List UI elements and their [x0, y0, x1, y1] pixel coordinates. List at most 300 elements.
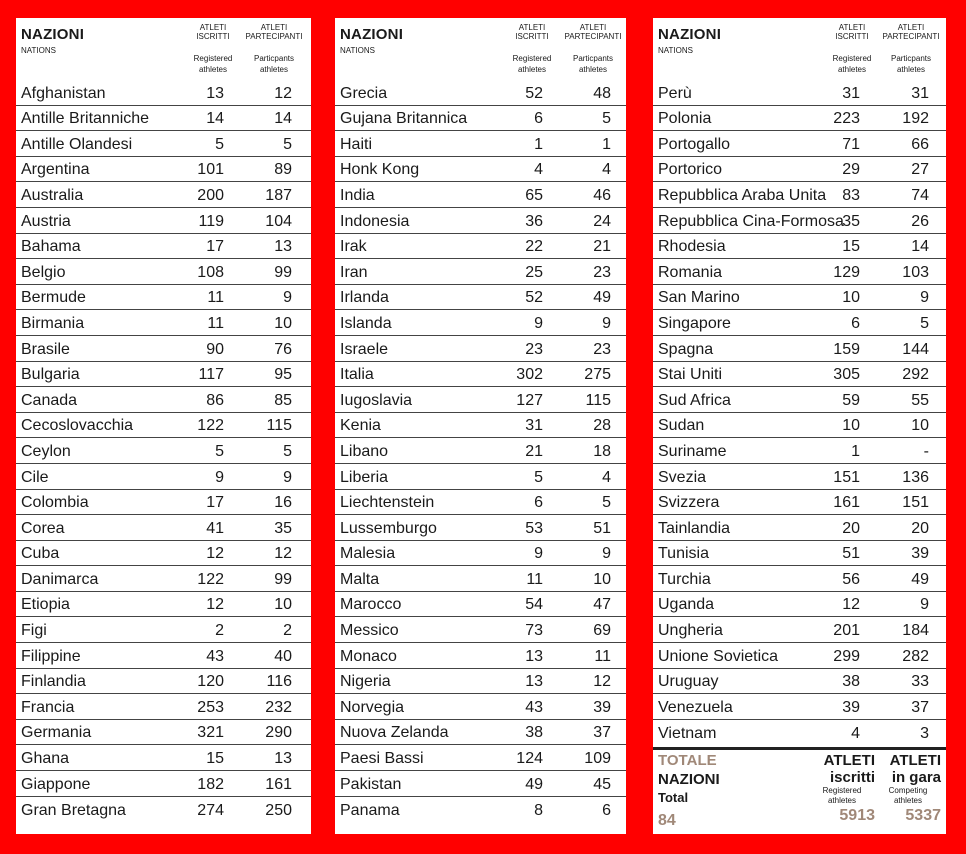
- nation-name: Francia: [21, 698, 75, 716]
- table-row: [335, 182, 626, 208]
- nation-name: Cile: [21, 468, 49, 486]
- header-registered-en: Registered athletes: [512, 54, 552, 74]
- registered-count: 12: [206, 545, 224, 563]
- nation-name: Libano: [340, 442, 389, 460]
- participants-count: 290: [265, 724, 292, 742]
- table-row: [335, 490, 626, 516]
- nation-name: Panama: [340, 802, 400, 820]
- table-row: [653, 566, 946, 592]
- table-row: [16, 541, 311, 567]
- table-row: [653, 387, 946, 413]
- nation-name: Kenia: [340, 417, 381, 435]
- registered-count: 11: [207, 289, 224, 307]
- participants-count: 192: [902, 110, 929, 128]
- totals-competing-value: 5337: [905, 807, 941, 824]
- participants-count: 55: [911, 391, 929, 409]
- header-registered-label: ATLETI ISCRITTI: [835, 23, 869, 41]
- totals-competing-title: ATLETI: [889, 752, 941, 769]
- nation-name: Uganda: [658, 596, 715, 614]
- nation-name: Uruguay: [658, 673, 719, 691]
- table-row: [16, 515, 311, 541]
- table-row: [653, 617, 946, 643]
- registered-count: 73: [525, 622, 543, 640]
- table-row: [16, 80, 311, 106]
- table-row: [653, 106, 946, 132]
- participants-count: 4: [602, 468, 611, 486]
- participants-count: 6: [602, 802, 611, 820]
- participants-count: 5: [283, 442, 292, 460]
- nation-name: Portorico: [658, 161, 723, 179]
- table-row: [335, 362, 626, 388]
- table-row: [653, 438, 946, 464]
- participants-count: 21: [593, 238, 611, 256]
- nation-name: Cecoslovacchia: [21, 417, 134, 435]
- participants-count: 16: [274, 494, 292, 512]
- table-header: [335, 18, 626, 80]
- nation-name: Indonesia: [340, 212, 410, 230]
- registered-count: 13: [525, 673, 543, 691]
- participants-count: 35: [274, 519, 292, 537]
- participants-count: 37: [911, 698, 929, 716]
- table-row: [16, 771, 311, 797]
- registered-count: 15: [842, 238, 860, 256]
- participants-count: 23: [593, 340, 611, 358]
- nation-name: Irak: [340, 238, 367, 256]
- table-row: [335, 438, 626, 464]
- registered-count: 120: [197, 673, 224, 691]
- registered-count: 38: [525, 724, 543, 742]
- participants-count: 115: [585, 391, 611, 409]
- registered-count: 182: [197, 775, 224, 793]
- nation-name: Nuova Zelanda: [340, 724, 449, 742]
- participants-count: 39: [911, 545, 929, 563]
- participants-count: 27: [911, 161, 929, 179]
- registered-count: 9: [215, 468, 224, 486]
- registered-count: 6: [534, 110, 543, 128]
- table-row: [653, 464, 946, 490]
- participants-count: 11: [594, 647, 611, 665]
- registered-count: 31: [842, 84, 860, 102]
- table-row: [16, 438, 311, 464]
- header-registered-en: Registered athletes: [193, 54, 233, 74]
- table-row: [653, 362, 946, 388]
- table-row: [335, 336, 626, 362]
- participants-count: 18: [593, 442, 611, 460]
- participants-count: 51: [593, 519, 611, 537]
- registered-count: 127: [516, 391, 543, 409]
- nation-name: Corea: [21, 519, 65, 537]
- nation-name: Ceylon: [21, 442, 71, 460]
- registered-count: 83: [842, 186, 860, 204]
- table-row: [335, 387, 626, 413]
- nation-name: Liberia: [340, 468, 389, 486]
- table-row: [16, 490, 311, 516]
- totals-registered-sub: iscritti: [829, 769, 875, 786]
- registered-count: 8: [534, 802, 543, 820]
- registered-count: 129: [833, 263, 860, 281]
- participants-count: 12: [274, 545, 292, 563]
- nation-name: Turchia: [658, 570, 711, 588]
- header-nations: NAZIONI: [21, 26, 85, 43]
- participants-count: 40: [274, 647, 292, 665]
- table-row: [335, 669, 626, 695]
- nations-table-column-1: [16, 18, 311, 834]
- registered-count: 17: [206, 494, 224, 512]
- participants-count: 275: [584, 366, 611, 384]
- registered-count: 274: [197, 802, 224, 820]
- nation-name: Singapore: [658, 314, 731, 332]
- registered-count: 65: [525, 186, 543, 204]
- table-header: [16, 18, 311, 80]
- table-row: [335, 745, 626, 771]
- participants-count: 23: [593, 263, 611, 281]
- nation-name: Norvegia: [340, 698, 405, 716]
- nation-name: Cuba: [21, 545, 60, 563]
- totals-label: TOTALE: [658, 752, 717, 769]
- participants-count: 9: [283, 289, 292, 307]
- table-row: [335, 80, 626, 106]
- participants-count: 9: [283, 468, 292, 486]
- nation-name: Paesi Bassi: [340, 750, 424, 768]
- participants-count: 144: [902, 340, 929, 358]
- table-row: [653, 259, 946, 285]
- registered-count: 124: [516, 750, 543, 768]
- nation-name: Italia: [340, 366, 374, 384]
- header-participants-label: ATLETI PARTECIPANTI: [564, 23, 622, 41]
- registered-count: 29: [842, 161, 860, 179]
- nation-name: Perù: [658, 84, 692, 102]
- participants-count: 69: [593, 622, 611, 640]
- table-rows: [16, 80, 311, 822]
- nation-name: Bulgaria: [21, 366, 80, 384]
- table-row: [16, 387, 311, 413]
- participants-count: 49: [593, 289, 611, 307]
- nation-name: Brasile: [21, 340, 70, 358]
- nation-name: Giappone: [21, 775, 91, 793]
- registered-count: 200: [197, 186, 224, 204]
- registered-count: 49: [525, 775, 543, 793]
- registered-count: 151: [833, 468, 860, 486]
- nation-name: Romania: [658, 263, 723, 281]
- nation-name: Nigeria: [340, 673, 391, 691]
- nation-name: Malesia: [340, 545, 396, 563]
- registered-count: 13: [525, 647, 543, 665]
- header-registered-en: Registered athletes: [832, 54, 872, 74]
- registered-count: 20: [842, 519, 860, 537]
- registered-count: 11: [207, 314, 224, 332]
- participants-count: 99: [274, 263, 292, 281]
- nation-name: Figi: [21, 622, 47, 640]
- registered-count: 9: [534, 314, 543, 332]
- registered-count: 122: [197, 417, 224, 435]
- participants-count: 103: [902, 263, 929, 281]
- nation-name: Colombia: [21, 494, 89, 512]
- registered-count: 10: [842, 289, 860, 307]
- registered-count: 14: [206, 110, 224, 128]
- table-row: [335, 106, 626, 132]
- table-row: [16, 643, 311, 669]
- registered-count: 4: [851, 725, 860, 743]
- table-row: [335, 464, 626, 490]
- participants-count: 5: [920, 314, 929, 332]
- participants-count: 14: [911, 238, 929, 256]
- participants-count: 39: [593, 698, 611, 716]
- table-row: [335, 617, 626, 643]
- nation-name: Islanda: [340, 314, 392, 332]
- participants-count: 161: [265, 775, 292, 793]
- registered-count: 52: [525, 289, 543, 307]
- totals-nations-count: 84: [658, 812, 676, 829]
- table-row: [653, 541, 946, 567]
- registered-count: 305: [833, 366, 860, 384]
- participants-count: 24: [593, 212, 611, 230]
- nation-name: Unione Sovietica: [658, 647, 779, 665]
- registered-count: 35: [842, 212, 860, 230]
- header-participants-en: Particpants athletes: [572, 54, 614, 74]
- registered-count: 5: [215, 135, 224, 153]
- nation-name: Antille Britanniche: [21, 110, 150, 128]
- participants-count: 5: [283, 135, 292, 153]
- participants-count: 116: [266, 673, 292, 691]
- nation-name: Sud Africa: [658, 391, 731, 409]
- registered-count: 15: [206, 750, 224, 768]
- nation-name: Repubblica Cina-Formosa: [658, 212, 844, 230]
- nations-table-column-2: [335, 18, 626, 834]
- registered-count: 122: [197, 570, 224, 588]
- registered-count: 321: [197, 724, 224, 742]
- registered-count: 101: [197, 161, 224, 179]
- nation-name: Rhodesia: [658, 238, 726, 256]
- participants-count: 109: [584, 750, 611, 768]
- participants-count: 187: [265, 186, 292, 204]
- nation-name: Israele: [340, 340, 389, 358]
- table-row: [16, 182, 311, 208]
- registered-count: 39: [842, 698, 860, 716]
- registered-count: 6: [851, 314, 860, 332]
- registered-count: 43: [206, 647, 224, 665]
- totals-total-label: Total: [658, 790, 689, 805]
- table-row: [653, 694, 946, 720]
- table-row: [16, 336, 311, 362]
- registered-count: 119: [198, 212, 224, 230]
- registered-count: 161: [833, 494, 860, 512]
- table-row: [335, 720, 626, 746]
- table-row: [16, 106, 311, 132]
- registered-count: 31: [525, 417, 543, 435]
- registered-count: 12: [206, 596, 224, 614]
- registered-count: 59: [842, 391, 860, 409]
- participants-count: 85: [274, 391, 292, 409]
- table-row: [335, 157, 626, 183]
- registered-count: 22: [525, 238, 543, 256]
- table-row: [335, 771, 626, 797]
- nation-name: San Marino: [658, 289, 740, 307]
- participants-count: 282: [902, 647, 929, 665]
- registered-count: 90: [206, 340, 224, 358]
- participants-count: 2: [283, 622, 292, 640]
- participants-count: 1: [602, 135, 611, 153]
- table-row: [335, 131, 626, 157]
- participants-count: -: [923, 442, 929, 460]
- participants-count: 28: [593, 417, 611, 435]
- totals-registered-en: Registered athletes: [822, 786, 862, 805]
- participants-count: 9: [920, 596, 929, 614]
- participants-count: 76: [274, 340, 292, 358]
- participants-count: 31: [911, 84, 929, 102]
- participants-count: 115: [266, 417, 292, 435]
- table-row: [653, 80, 946, 106]
- header-participants-label: ATLETI PARTECIPANTI: [882, 23, 940, 41]
- participants-count: 95: [274, 366, 292, 384]
- participants-count: 151: [902, 494, 929, 512]
- registered-count: 52: [525, 84, 543, 102]
- nation-name: Monaco: [340, 647, 397, 665]
- table-row: [653, 182, 946, 208]
- nation-name: Canada: [21, 391, 78, 409]
- registered-count: 86: [206, 391, 224, 409]
- registered-count: 23: [525, 340, 543, 358]
- participants-count: 13: [274, 238, 292, 256]
- table-row: [16, 157, 311, 183]
- table-row: [335, 515, 626, 541]
- nation-name: Gujana Britannica: [340, 110, 468, 128]
- nation-name: Messico: [340, 622, 399, 640]
- nation-name: Finlandia: [21, 673, 86, 691]
- table-row: [653, 515, 946, 541]
- nation-name: Repubblica Araba Unita: [658, 186, 827, 204]
- nation-name: Ungheria: [658, 622, 723, 640]
- table-row: [16, 285, 311, 311]
- nation-name: Venezuela: [658, 698, 733, 716]
- participants-count: 46: [593, 186, 611, 204]
- participants-count: 136: [902, 468, 929, 486]
- table-row: [335, 259, 626, 285]
- participants-count: 184: [902, 622, 929, 640]
- registered-count: 43: [525, 698, 543, 716]
- participants-count: 37: [593, 724, 611, 742]
- participants-count: 13: [274, 750, 292, 768]
- nation-name: Liechtenstein: [340, 494, 435, 512]
- registered-count: 6: [534, 494, 543, 512]
- participants-count: 12: [593, 673, 611, 691]
- table-row: [653, 208, 946, 234]
- totals-competing-en: Competing athletes: [888, 786, 928, 805]
- registered-count: 10: [842, 417, 860, 435]
- table-row: [335, 413, 626, 439]
- participants-count: 10: [593, 570, 611, 588]
- header-participants-en: Particpants athletes: [253, 54, 295, 74]
- table-row: [16, 362, 311, 388]
- table-row: [16, 669, 311, 695]
- nation-name: Sudan: [658, 417, 705, 435]
- participants-count: 66: [911, 135, 929, 153]
- totals-registered-value: 5913: [839, 807, 875, 824]
- table-row: [653, 490, 946, 516]
- registered-count: 11: [526, 570, 543, 588]
- participants-count: 232: [265, 698, 292, 716]
- nation-name: Polonia: [658, 110, 712, 128]
- registered-count: 71: [842, 135, 860, 153]
- totals-nations-label: NAZIONI: [658, 771, 720, 788]
- header-nations: NAZIONI: [658, 26, 722, 43]
- table-rows: [335, 80, 626, 822]
- table-row: [335, 592, 626, 618]
- table-row: [335, 566, 626, 592]
- header-participants-label: ATLETI PARTECIPANTI: [245, 23, 303, 41]
- header-nations: NAZIONI: [340, 26, 404, 43]
- table-header: [653, 18, 946, 80]
- nation-name: Belgio: [21, 263, 66, 281]
- table-row: [653, 720, 946, 746]
- registered-count: 21: [525, 442, 543, 460]
- participants-count: 26: [911, 212, 929, 230]
- nation-name: Spagna: [658, 340, 714, 358]
- table-row: [335, 310, 626, 336]
- table-row: [16, 234, 311, 260]
- nation-name: Australia: [21, 186, 84, 204]
- nation-name: Bermude: [21, 289, 86, 307]
- registered-count: 117: [198, 366, 224, 384]
- participants-count: 45: [593, 775, 611, 793]
- table-row: [653, 413, 946, 439]
- table-row: [16, 464, 311, 490]
- table-rows: [653, 80, 946, 745]
- table-row: [16, 310, 311, 336]
- participants-count: 9: [602, 545, 611, 563]
- participants-count: 89: [274, 161, 292, 179]
- table-row: [653, 336, 946, 362]
- nation-name: Pakistan: [340, 775, 402, 793]
- table-row: [653, 310, 946, 336]
- participants-count: 5: [602, 494, 611, 512]
- table-row: [653, 157, 946, 183]
- registered-count: 53: [525, 519, 543, 537]
- totals-registered: [809, 752, 875, 825]
- participants-count: 292: [902, 366, 929, 384]
- nation-name: Filippine: [21, 647, 81, 665]
- totals-competing: [875, 752, 941, 825]
- nation-name: Austria: [21, 212, 71, 230]
- nation-name: Antille Olandesi: [21, 135, 133, 153]
- nation-name: Tunisia: [658, 545, 709, 563]
- registered-count: 108: [197, 263, 224, 281]
- registered-count: 56: [842, 570, 860, 588]
- nation-name: Grecia: [340, 84, 388, 102]
- header-nations-en: NATIONS: [21, 46, 56, 55]
- nation-name: Vietnam: [658, 725, 717, 743]
- nation-name: Ghana: [21, 750, 70, 768]
- registered-count: 41: [206, 519, 224, 537]
- header-nations-en: NATIONS: [658, 46, 693, 55]
- registered-count: 25: [525, 263, 543, 281]
- registered-count: 1: [851, 442, 860, 460]
- participants-count: 9: [920, 289, 929, 307]
- table-row: [653, 592, 946, 618]
- participants-count: 14: [274, 110, 292, 128]
- registered-count: 13: [206, 84, 224, 102]
- registered-count: 5: [215, 442, 224, 460]
- registered-count: 12: [842, 596, 860, 614]
- table-row: [653, 643, 946, 669]
- table-row: [16, 592, 311, 618]
- nation-name: Irlanda: [340, 289, 389, 307]
- table-row: [335, 643, 626, 669]
- table-row: [16, 797, 311, 823]
- nation-name: Stai Uniti: [658, 366, 723, 384]
- registered-count: 1: [534, 135, 543, 153]
- table-row: [335, 285, 626, 311]
- totals-competing-sub: in gara: [891, 769, 941, 786]
